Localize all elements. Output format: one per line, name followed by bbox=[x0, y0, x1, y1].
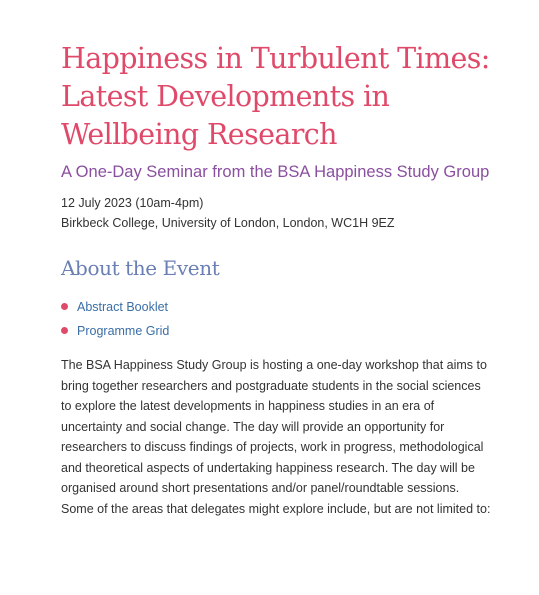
resource-links bbox=[61, 295, 491, 343]
bullet-icon bbox=[61, 303, 68, 310]
bullet-icon bbox=[61, 327, 68, 334]
programme-grid-link[interactable]: Programme Grid bbox=[77, 324, 170, 338]
event-content bbox=[61, 40, 491, 519]
event-subtitle: A One-Day Seminar from the BSA Happiness Study Group bbox=[61, 163, 490, 181]
abstract-booklet-link[interactable]: Abstract Booklet bbox=[77, 300, 169, 314]
event-description: The BSA Happiness Study Group is hosting a one-day workshop that aims to bring together researchers and postgraduate students in the social sciences to explore the latest developments in happiness studies in an era of uncertainty and social change. The day will provide an opportunity for researchers to discuss findings of projects, work in progress, methodological and theoretical aspects of undertaking happiness research. The day will be organised around short presentations and/or panel/roundtable sessions. Some of the areas that delegates might explore include, but are not limited to: bbox=[61, 358, 491, 516]
about-heading: About the Event bbox=[61, 256, 220, 280]
list-item bbox=[61, 319, 491, 343]
event-title: Happiness in Turbulent Times: Latest Developments in Wellbeing Research bbox=[61, 42, 490, 151]
list-item bbox=[61, 295, 491, 319]
event-location: Birkbeck College, University of London, London, WC1H 9EZ bbox=[61, 216, 395, 230]
event-date: 12 July 2023 (10am-4pm) bbox=[61, 196, 204, 210]
event-meta bbox=[61, 193, 491, 233]
